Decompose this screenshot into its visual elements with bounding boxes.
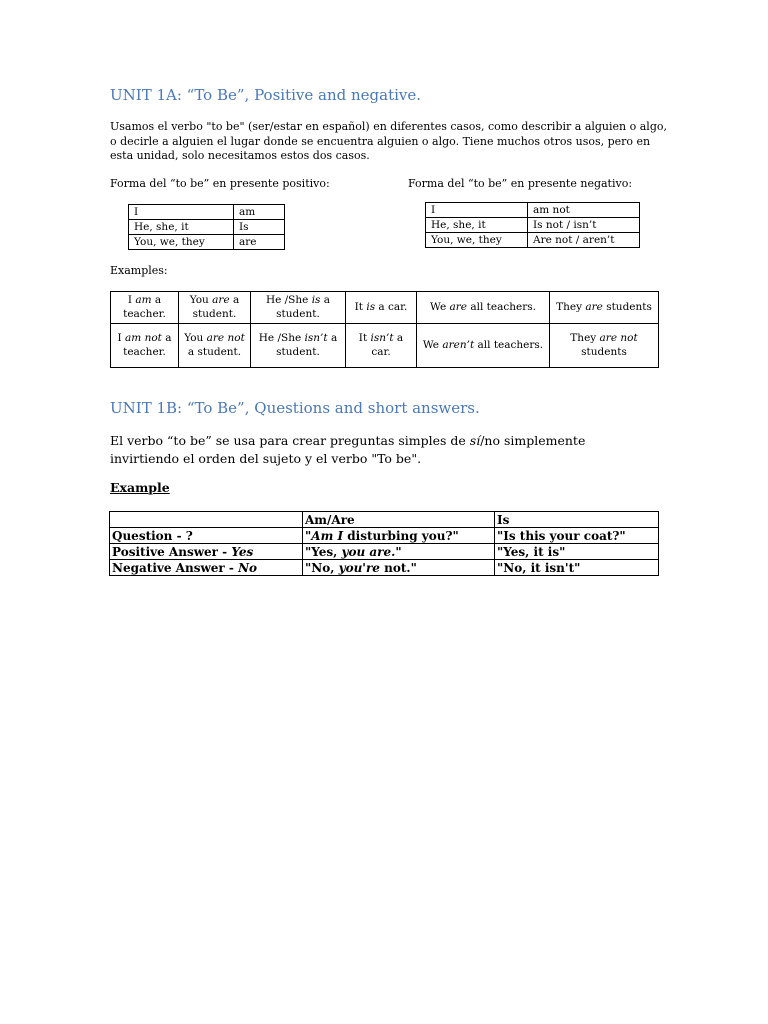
table-cell: We aren’t all teachers.: [417, 324, 550, 368]
unit-1b-intro: El verbo “to be” se usa para crear preguntas simples de sí/no simplemente invirtiendo el orden del sujeto y el verbo "To be".: [110, 433, 586, 466]
table-row: [111, 292, 659, 324]
table-cell: It isn’t a car.: [346, 324, 417, 368]
table-row: [110, 512, 659, 528]
table-cell: You, we, they: [129, 235, 234, 250]
unit-1b-title: UNIT 1B: “To Be”, Questions and short answers.: [110, 399, 480, 417]
example-heading: Example: [110, 480, 170, 495]
table-header-is: Is: [495, 512, 659, 528]
positive-answer-label: Positive Answer - Yes: [110, 544, 303, 560]
examples-label: Examples:: [110, 264, 168, 277]
table-header-am-are: Am/Are: [303, 512, 495, 528]
table-cell: "No, it isn't": [495, 560, 659, 576]
table-row: [426, 218, 640, 233]
table-cell: Is: [234, 220, 285, 235]
table-cell: are: [234, 235, 285, 250]
questions-table: [109, 511, 659, 576]
table-row: [129, 220, 285, 235]
question-label: Question - ?: [110, 528, 303, 544]
table-cell: am not: [528, 203, 640, 218]
unit-1a-intro: Usamos el verbo "to be" (ser/estar en español) en diferentes casos, como describir a alguien o algo, o decirle a alguien el lugar donde se encuentra alguien o algo. Tiene muchos otros usos, pero en esta unidad, solo necesitamos estos dos casos.: [110, 120, 667, 162]
table-cell: "Am I disturbing you?": [303, 528, 495, 544]
table-cell: He /She isn’t a student.: [251, 324, 346, 368]
table-cell: I: [426, 203, 528, 218]
table-cell: Are not / aren’t: [528, 233, 640, 248]
table-row: [426, 233, 640, 248]
table-cell: He, she, it: [426, 218, 528, 233]
table-cell: I: [129, 205, 234, 220]
table-cell: It is a car.: [346, 292, 417, 324]
table-cell: You are a student.: [179, 292, 251, 324]
table-row: [110, 560, 659, 576]
table-row: [110, 528, 659, 544]
unit-1a-title: UNIT 1A: “To Be”, Positive and negative.: [110, 86, 422, 104]
examples-table: [110, 291, 659, 368]
table-row: [110, 544, 659, 560]
table-cell: They are students: [550, 292, 659, 324]
table-cell: He /She is a student.: [251, 292, 346, 324]
table-cell: am: [234, 205, 285, 220]
negative-form-label: Forma del “to be” en presente negativo:: [408, 177, 633, 190]
table-cell: "Is this your coat?": [495, 528, 659, 544]
table-cell: Is not / isn’t: [528, 218, 640, 233]
table-cell: He, she, it: [129, 220, 234, 235]
negative-answer-label: Negative Answer - No: [110, 560, 303, 576]
table-cell: I am not a teacher.: [111, 324, 179, 368]
table-row: [111, 324, 659, 368]
table-cell: I am a teacher.: [111, 292, 179, 324]
table-cell: "No, you're not.": [303, 560, 495, 576]
table-row: [129, 205, 285, 220]
table-cell: You are not a student.: [179, 324, 251, 368]
table-cell: We are all teachers.: [417, 292, 550, 324]
table-cell: They are not students: [550, 324, 659, 368]
positive-form-label: Forma del “to be” en presente positivo:: [110, 177, 330, 190]
table-row: [426, 203, 640, 218]
table-cell: "Yes, it is": [495, 544, 659, 560]
negative-form-table: [425, 202, 640, 248]
table-cell: [110, 512, 303, 528]
table-row: [129, 235, 285, 250]
table-cell: "Yes, you are.": [303, 544, 495, 560]
table-cell: You, we, they: [426, 233, 528, 248]
positive-form-table: [128, 204, 285, 250]
